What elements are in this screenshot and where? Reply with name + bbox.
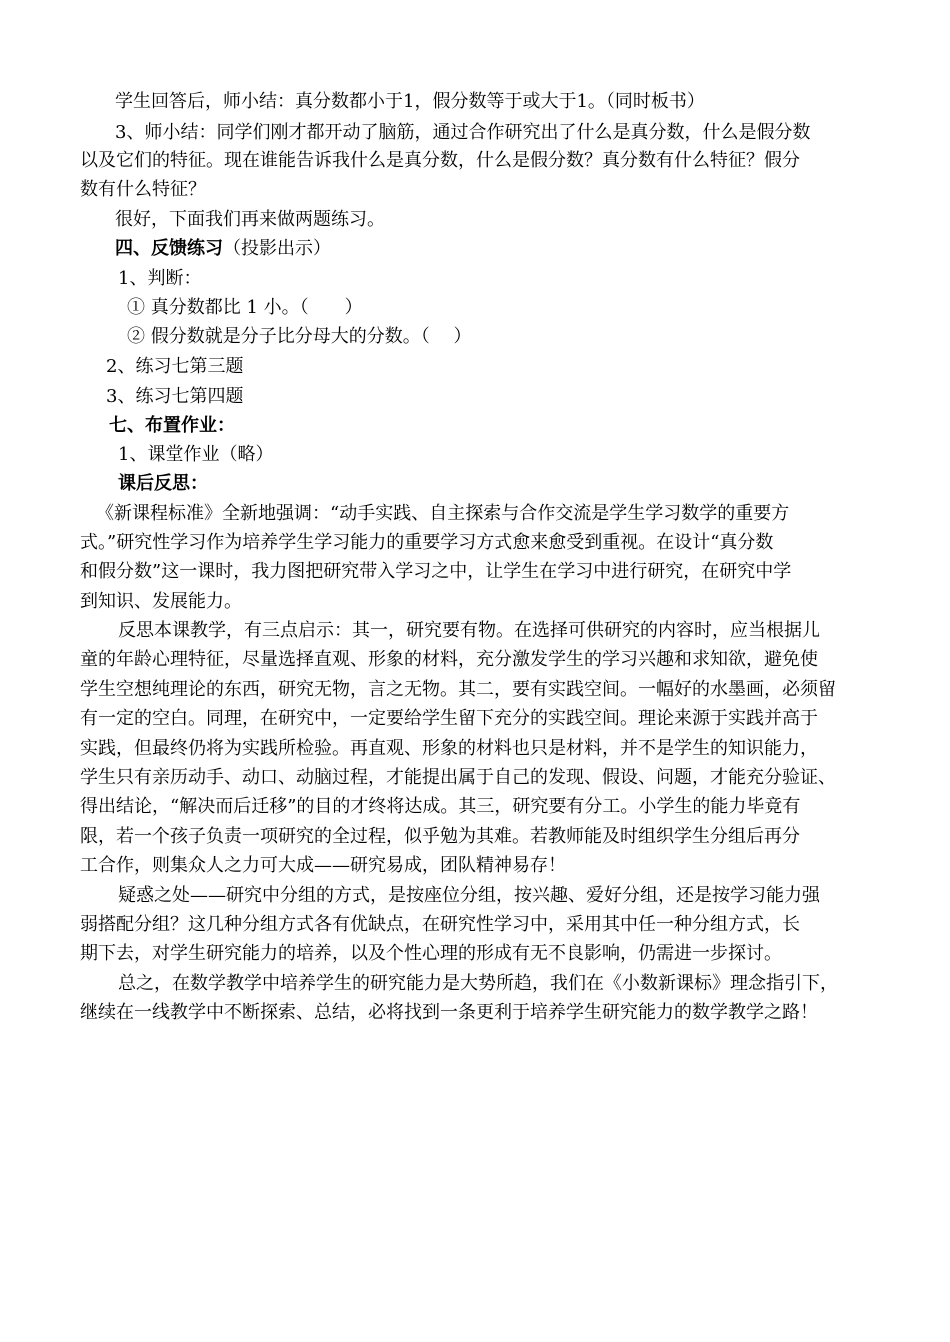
reflection-p2-line-6: 学生只有亲历动手、动口、动脑过程，才能提出属于自己的发现、假设、问题，才能充分验证、 [80,767,836,788]
reflection-p4-line-1: 总之，在数学教学中培养学生的研究能力是大势所趋，我们在《小数新课标》理念指引下， [118,973,838,994]
reflection-p1-line-4: 到知识、发展能力。 [80,591,242,612]
reflection-p2-line-2: 童的年龄心理特征，尽量选择直观、形象的材料，充分激发学生的学习兴趣和求知欲，避免使 [80,649,818,670]
section-4-heading-row [115,236,331,262]
reflection-p2-line-8: 限，若一个孩子负责一项研究的全过程，似乎勉为其难。若教师能及时组织学生分组后再分 [80,826,800,847]
section-4-heading: 四、反馈练习 [115,238,223,259]
section-4-item-3: 3、练习七第四题 [106,386,244,407]
reflection-p2-line-1: 反思本课教学，有三点启示：其一，研究要有物。在选择可供研究的内容时，应当根据儿 [118,620,820,641]
summary-line-3: 以及它们的特征。现在谁能告诉我什么是真分数，什么是假分数？真分数有什么特征？假分 [80,150,800,171]
section-7-heading: 七、布置作业： [109,415,235,436]
reflection-p2-line-7: 得出结论，“解决而后迁移”的目的才终将达成。其三，研究要有分工。小学生的能力毕竟有 [80,796,801,817]
section-4-question-1: ① 真分数都比 1 小。（ ） [127,297,363,318]
reflection-p1-line-1: 《新课程标准》全新地强调：“动手实践、自主探索与合作交流是学生学习数学的重要方 [96,503,790,524]
reflection-p2-line-9: 工合作，则集众人之力可大成——研究易成，团队精神易存！ [80,855,566,876]
reflection-p1-line-2: 式。”研究性学习作为培养学生学习能力的重要学习方式愈来愈受到重视。在设计“真分数 [80,532,774,553]
reflection-p1-line-3: 和假分数”这一课时，我力图把研究带入学习之中，让学生在学习中进行研究，在研究中学 [80,561,792,582]
reflection-p3-line-1: 疑惑之处——研究中分组的方式，是按座位分组，按兴趣、爱好分组，还是按学习能力强 [118,885,820,906]
reflection-p3-line-3: 期下去，对学生研究能力的培养，以及个性心理的形成有无不良影响，仍需进一步探讨。 [80,943,782,964]
reflection-p2-line-4: 有一定的空白。同理，在研究中，一定要给学生留下充分的实践空间。理论来源于实践并高于 [80,708,818,729]
reflection-p3-line-2: 弱搭配分组？这几种分组方式各有优缺点，在研究性学习中，采用其中任一种分组方式，长 [80,914,800,935]
section-4-note: （投影出示） [223,238,331,259]
reflection-heading: 课后反思： [118,473,208,494]
reflection-p2-line-3: 学生空想纯理论的东西，研究无物，言之无物。其二，要有实践空间。一幅好的水墨画，必须留 [80,679,836,700]
summary-line-2: 3、师小结：同学们刚才都开动了脑筋，通过合作研究出了什么是真分数，什么是假分数 [115,122,811,143]
summary-line-5: 很好，下面我们再来做两题练习。 [115,209,385,230]
reflection-p4-line-2: 继续在一线教学中不断探索、总结，必将找到一条更利于培养学生研究能力的数学教学之路！ [80,1002,818,1023]
summary-line-4: 数有什么特征？ [80,179,206,200]
section-4-question-2: ② 假分数就是分子比分母大的分数。（ ） [127,326,472,347]
summary-line-1: 学生回答后，师小结：真分数都小于1，假分数等于或大于1。（同时板书） [115,91,705,112]
section-4-item-1: 1、判断： [118,268,202,289]
section-4-item-2: 2、练习七第三题 [106,356,244,377]
reflection-p2-line-5: 实践，但最终仍将为实践所检验。再直观、形象的材料也只是材料，并不是学生的知识能力， [80,738,818,759]
section-7-item-1: 1、课堂作业（略） [118,444,274,465]
